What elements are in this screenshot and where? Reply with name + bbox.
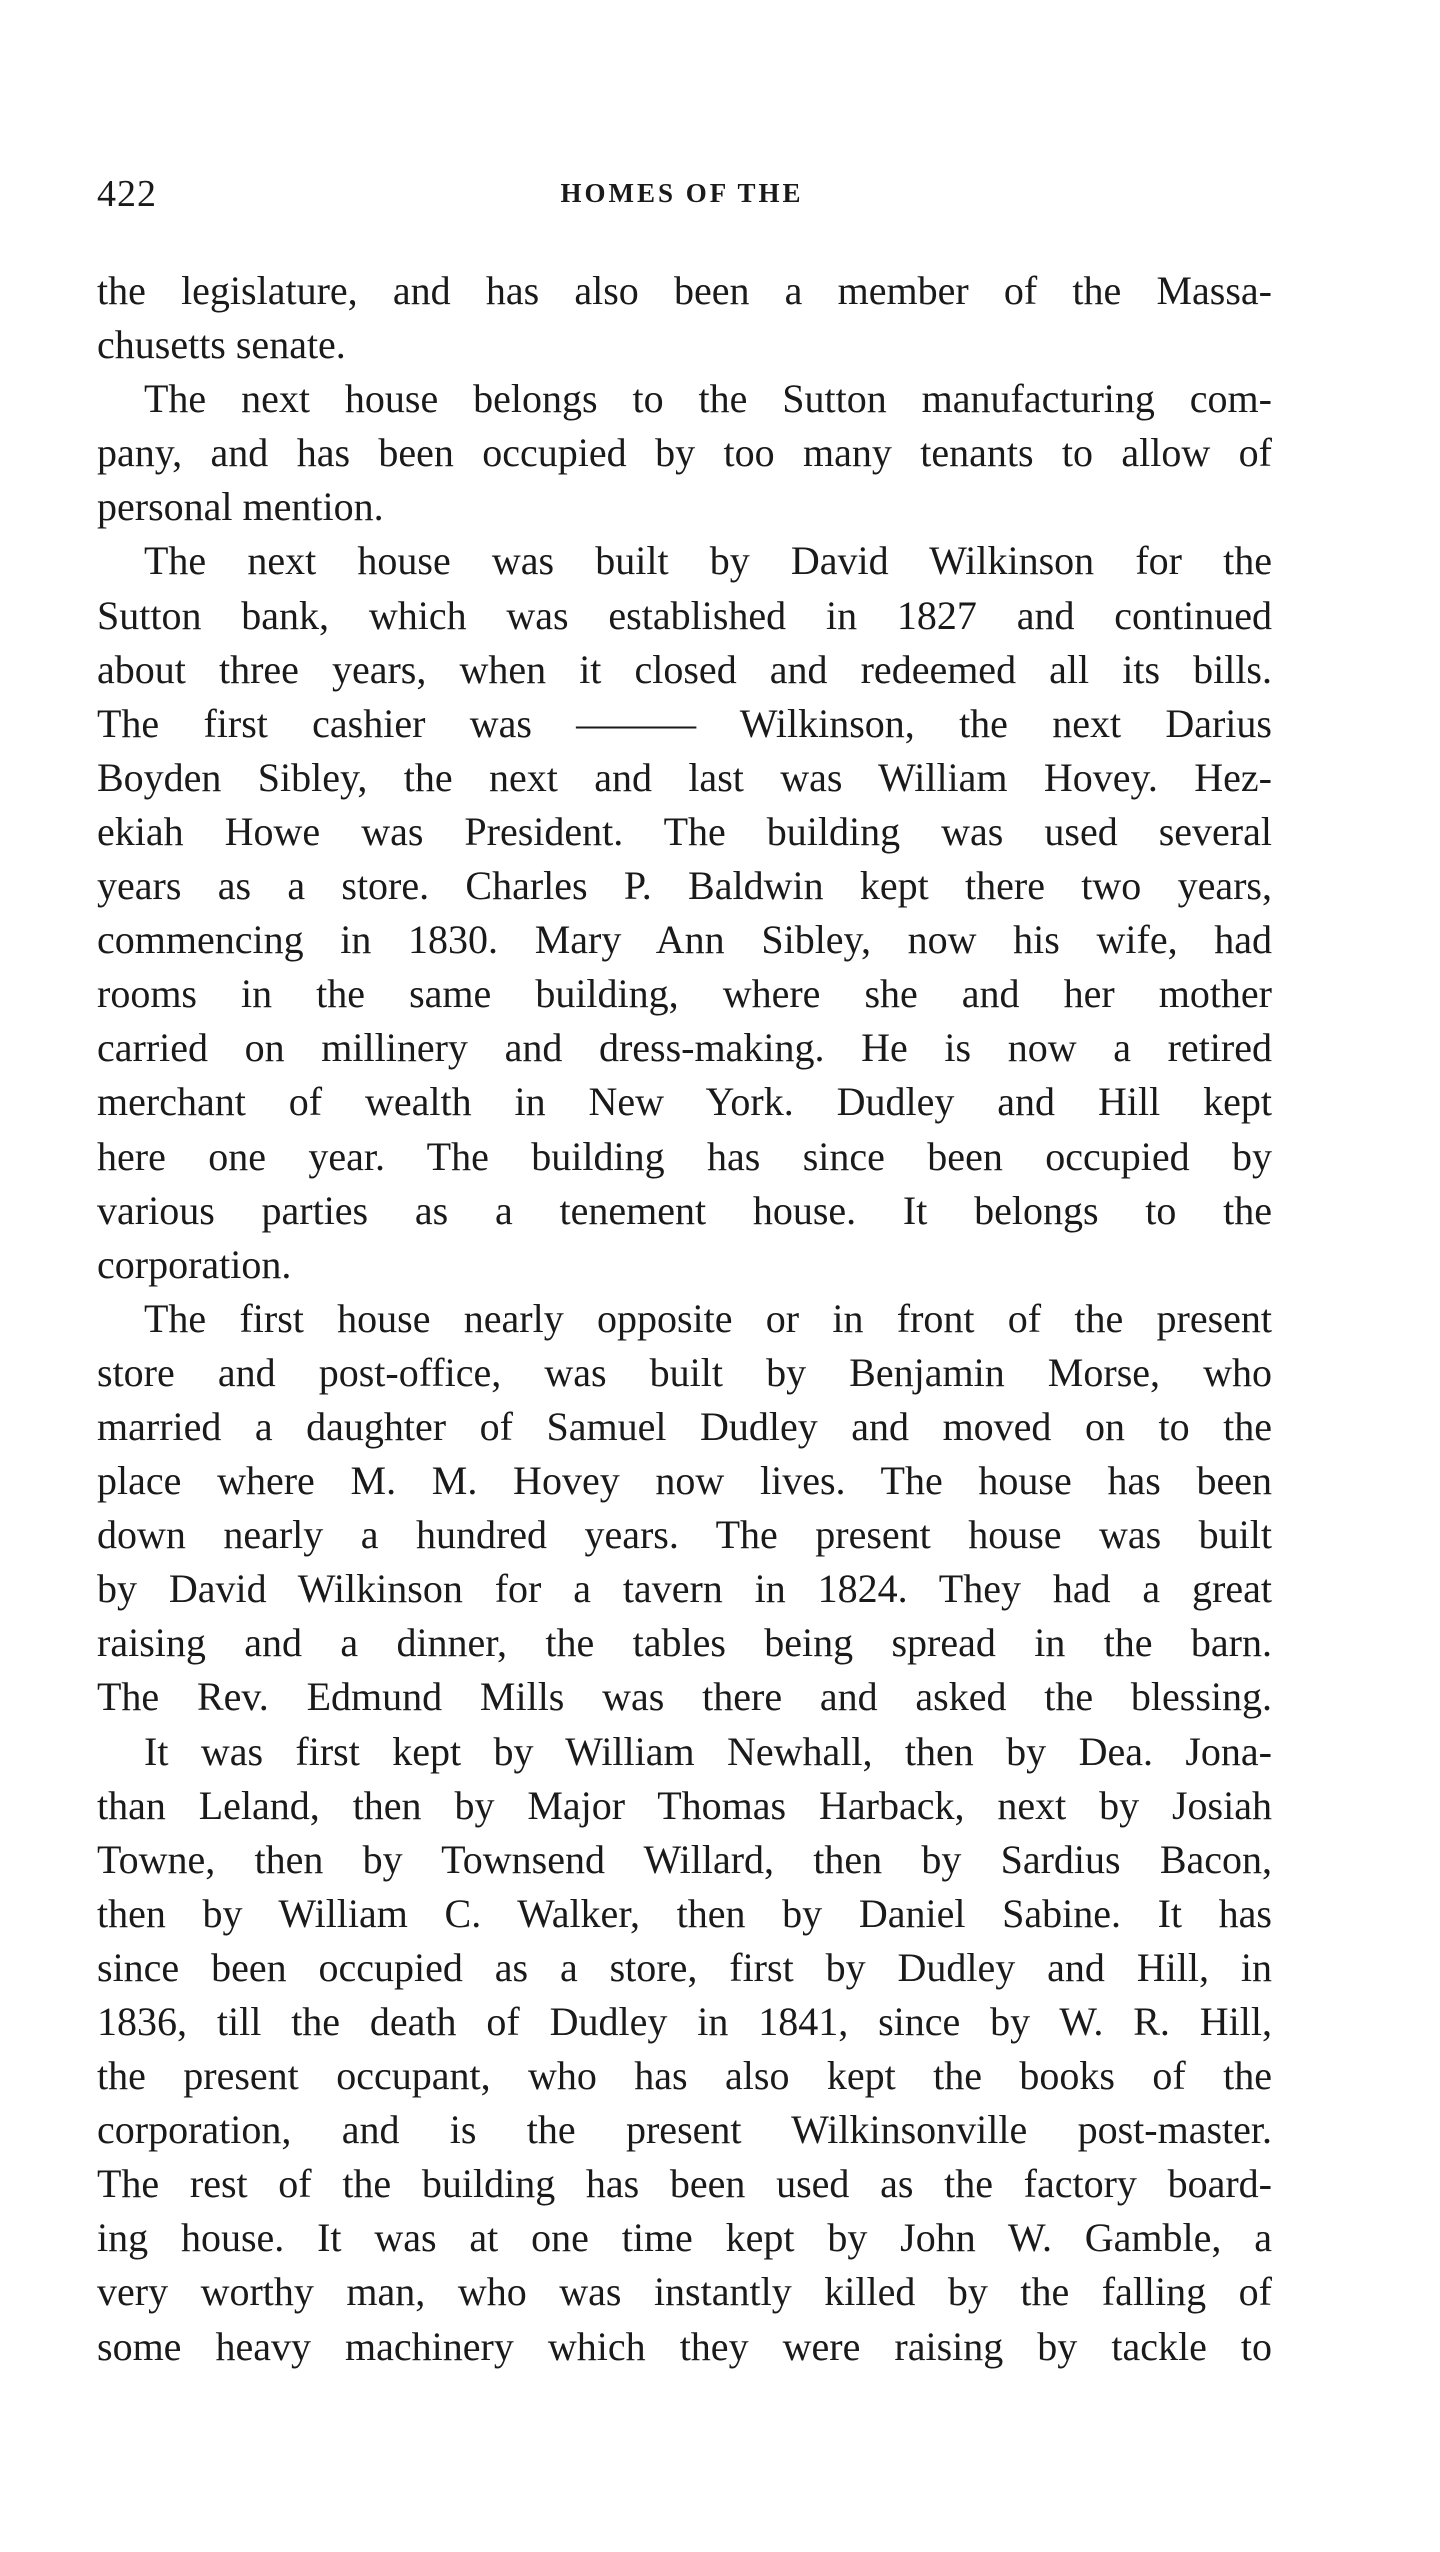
text-line: store and post-office, was built by Benjamin Morse, who <box>97 1349 1272 1395</box>
body-text <box>97 264 1272 2374</box>
text-line: The first cashier was ——— Wilkinson, the next Darius <box>97 700 1272 746</box>
text-line: personal mention. <box>97 484 384 530</box>
text-line: The next house belongs to the Sutton manufacturing com- <box>144 376 1272 422</box>
text-line: since been occupied as a store, first by Dudley and Hill, in <box>97 1944 1272 1990</box>
text-line: various parties as a tenement house. It belongs to the <box>97 1187 1272 1233</box>
text-line: carried on millinery and dress-making. He is now a retired <box>97 1025 1272 1071</box>
text-line: commencing in 1830. Mary Ann Sibley, now his wife, had <box>97 917 1272 963</box>
text-line: very worthy man, who was instantly killed by the falling of <box>97 2269 1272 2315</box>
text-line: than Leland, then by Major Thomas Harback, next by Josiah <box>97 1782 1272 1828</box>
page-number: 422 <box>97 173 157 215</box>
page-header <box>97 172 1267 222</box>
text-line: The Rev. Edmund Mills was there and asked the blessing. <box>97 1674 1272 1720</box>
text-line: chusetts senate. <box>97 322 346 368</box>
text-line: corporation, and is the present Wilkinsonville post-master. <box>97 2107 1272 2153</box>
text-line: pany, and has been occupied by too many tenants to allow of <box>97 430 1272 476</box>
text-line: years as a store. Charles P. Baldwin kept there two years, <box>97 863 1272 909</box>
text-line: down nearly a hundred years. The present house was built <box>97 1512 1272 1558</box>
running-head: HOMES OF THE <box>560 178 804 208</box>
text-line: Boyden Sibley, the next and last was William Hovey. Hez- <box>97 754 1272 800</box>
text-line: It was first kept by William Newhall, then by Dea. Jona- <box>144 1728 1272 1774</box>
text-line: then by William C. Walker, then by Daniel Sabine. It has <box>97 1890 1272 1936</box>
text-line: married a daughter of Samuel Dudley and moved on to the <box>97 1403 1272 1449</box>
text-line: Sutton bank, which was established in 1827 and continued <box>97 592 1272 638</box>
text-line: about three years, when it closed and redeemed all its bills. <box>97 646 1272 692</box>
text-line: the present occupant, who has also kept the books of the <box>97 2053 1272 2099</box>
text-line: ing house. It was at one time kept by John W. Gamble, a <box>97 2215 1272 2261</box>
text-line: The first house nearly opposite or in front of the present <box>144 1295 1272 1341</box>
text-line: some heavy machinery which they were raising by tackle to <box>97 2323 1272 2369</box>
text-line: merchant of wealth in New York. Dudley and Hill kept <box>97 1079 1272 1125</box>
text-line: corporation. <box>97 1241 292 1287</box>
text-line: rooms in the same building, where she and her mother <box>97 971 1272 1017</box>
text-line: here one year. The building has since been occupied by <box>97 1133 1272 1179</box>
text-line: The rest of the building has been used as the factory board- <box>97 2161 1272 2207</box>
text-line: The next house was built by David Wilkinson for the <box>144 538 1272 584</box>
text-line: place where M. M. Hovey now lives. The house has been <box>97 1458 1272 1504</box>
text-line: 1836, till the death of Dudley in 1841, since by W. R. Hill, <box>97 1999 1272 2044</box>
text-line: Towne, then by Townsend Willard, then by Sardius Bacon, <box>97 1836 1272 1882</box>
text-line: ekiah Howe was President. The building was used several <box>97 808 1272 854</box>
text-line: raising and a dinner, the tables being spread in the barn. <box>97 1620 1272 1666</box>
text-line: by David Wilkinson for a tavern in 1824. They had a great <box>97 1566 1272 1612</box>
text-line: the legislature, and has also been a member of the Massa- <box>97 268 1272 313</box>
